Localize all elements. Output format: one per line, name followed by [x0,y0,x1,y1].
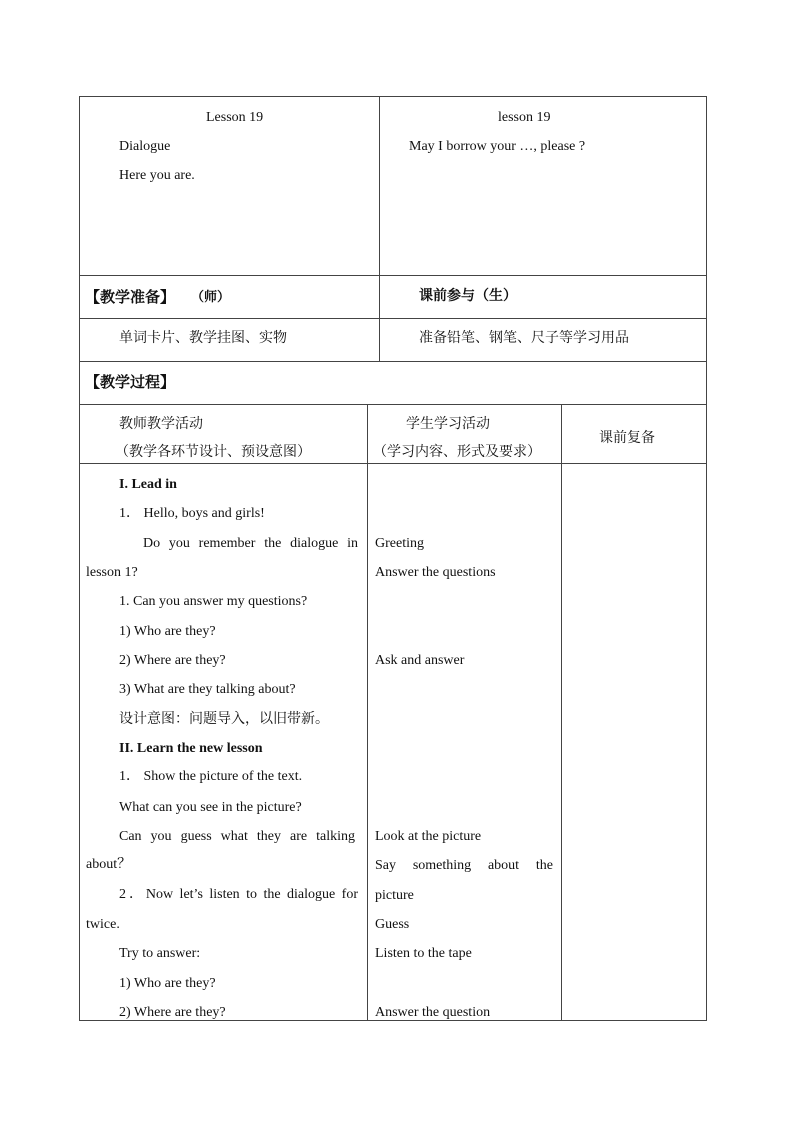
student-listen: Listen to the tape [375,946,472,961]
review-cell [561,463,707,1021]
student-answer-questions: Answer the questions [375,565,496,580]
student-answer-question: Answer the question [375,1005,491,1020]
step-2: 2．Now let’s listen to the dialogue for [119,887,358,902]
col3-title: 课前复备 [599,430,655,446]
lesson-right-line1: May I borrow your …, please ? [409,139,586,154]
lesson-left-line2: Here you are. [119,168,195,183]
student-say-something [375,858,553,874]
lead-in-item-2: 1. Can you answer my questions? [119,594,308,609]
prep-teacher-sub: （师） [191,290,231,305]
student-look-picture: Look at the picture [375,829,482,844]
lesson-right-title: lesson 19 [498,110,551,125]
col2-sub: （学习内容、形式及要求） [373,444,541,460]
answer-q-2: 2) Where are they? [119,1005,226,1020]
lesson-left-title: Lesson 19 [206,110,264,125]
col1-title: 教师教学活动 [119,416,203,432]
student-picture: picture [375,888,414,903]
student-guess: Guess [375,917,410,932]
lead-in-heading: I. Lead in [119,477,177,492]
col2-title: 学生学习活动 [406,416,490,432]
learn-new-heading: II. Learn the new lesson [119,741,263,756]
step-1c: Can you guess what they are talking [119,829,355,844]
step-1: 1． Show the picture of the text. [119,769,303,784]
step-1d: about？ [86,857,132,872]
question-1: 1) Who are they? [119,624,216,639]
say-word-1: Say [375,858,396,873]
step-2c: Try to answer: [119,946,201,961]
student-ask-answer: Ask and answer [375,653,465,668]
lead-in-item-1b: Do you remember the dialogue in [143,536,358,551]
say-word-4: the [535,858,553,873]
process-title: 【教学过程】 [85,373,176,391]
student-greeting: Greeting [375,536,424,551]
prep-student-items: 准备铅笔、钢笔、尺子等学习用品 [419,330,629,346]
lead-in-item-1: 1． Hello, boys and girls! [119,506,265,521]
step-2b: twice. [86,917,120,932]
lead-in-item-1c: lesson 1? [86,565,138,580]
step-1b: What can you see in the picture? [119,800,302,815]
lesson-left-line1: Dialogue [119,139,171,154]
col1-sub: （教学各环节设计、预设意图） [115,444,311,460]
design-intent: 设计意图：问题导入，以旧带新。 [119,711,329,727]
question-3: 3) What are they talking about? [119,682,296,697]
question-2: 2) Where are they? [119,653,226,668]
say-word-3: about [487,858,520,873]
answer-q-1: 1) Who are they? [119,976,216,991]
prep-teacher-items: 单词卡片、教学挂图、实物 [119,330,287,346]
prep-student-label: 课前参与（生） [419,288,517,304]
say-word-2: something [412,858,472,873]
prep-teacher-label: 【教学准备】 [85,288,176,306]
